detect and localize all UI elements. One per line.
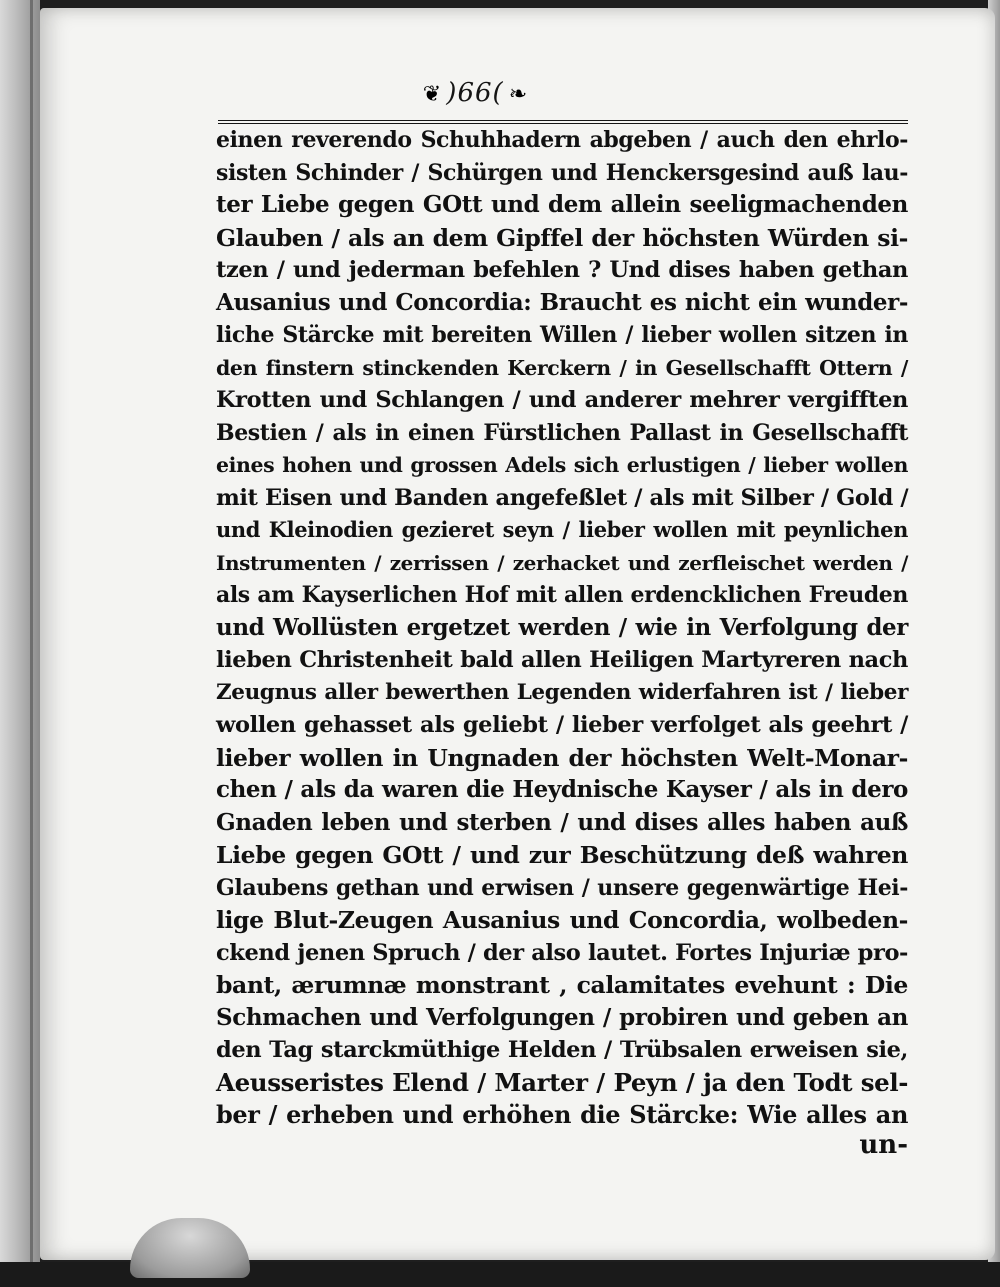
text-line: mit Eisen und Banden angefeßlet / als mit Silber / Gold / <box>216 484 909 511</box>
text-line: bant, ærumnæ monstrant , calamitates evehunt : Die <box>216 971 908 999</box>
text-line: tzen / und jederman befehlen ? Und dises haben gethan <box>216 257 908 283</box>
text-line: Ausanius und Concordia: Braucht es nicht ein wunder- <box>216 288 908 316</box>
text-line: Aeusseristes Elend / Marter / Peyn / ja den Todt sel- <box>216 1067 908 1097</box>
book-spine-edge <box>0 0 40 1287</box>
text-line: Instrumenten / zerrissen / zerhacket und zerfleischet werden / <box>216 550 908 575</box>
text-line: Glauben / als an dem Gipffel der höchsten Würden si- <box>216 223 908 252</box>
text-line: Zeugnus aller bewerthen Legenden widerfahren ist / lieber <box>216 679 908 705</box>
text-line: und Kleinodien gezieret seyn / lieber wollen mit peynlichen <box>216 517 908 542</box>
text-line: ber / erheben und erhöhen die Stärcke: Wie alles an <box>216 1100 908 1129</box>
body-text <box>216 124 908 1132</box>
header-ornament-left-icon: ❦ <box>422 82 442 107</box>
text-line: Krotten und Schlangen / und anderer mehrer vergifften <box>216 387 908 413</box>
spine-stripe <box>30 0 33 1287</box>
page-header <box>60 78 890 118</box>
text-line: Liebe gegen GOtt / und zur Beschützung deß wahren <box>216 841 908 869</box>
text-line: als am Kayserlichen Hof mit allen erdencklichen Freuden <box>216 582 908 608</box>
text-line: wollen gehasset als geliebt / lieber verfolget als geehrt / <box>216 712 908 738</box>
text-line: eines hohen und grossen Adels sich erlustigen / lieber wollen <box>216 453 908 477</box>
text-line: Gnaden leben und sterben / und dises alles haben auß <box>216 808 908 836</box>
catchword: un- <box>859 1130 908 1160</box>
header-ornament-right-icon: ❧ <box>508 82 528 107</box>
text-line: liche Stärcke mit bereiten Willen / lieber wollen sitzen in <box>216 322 908 348</box>
text-line: den finstern stinckenden Kerckern / in Gesellschafft Ottern / <box>216 355 908 380</box>
text-line: Schmachen und Verfolgungen / probiren und geben an <box>216 1003 908 1031</box>
text-line: sisten Schinder / Schürgen und Henckersgesind auß lau- <box>216 159 908 186</box>
text-line: Bestien / als in einen Fürstlichen Pallast in Gesellschafft <box>216 419 908 446</box>
text-line: lige Blut-Zeugen Ausanius und Concordia, wolbeden- <box>216 906 908 934</box>
text-line: lieber wollen in Ungnaden der höchsten Welt-Monar- <box>216 743 908 772</box>
text-line: Glaubens gethan und erwisen / unsere gegenwärtige Hei- <box>216 874 908 901</box>
text-line: ckend jenen Spruch / der also lautet. Fortes Injuriæ pro- <box>216 939 908 966</box>
page-number-label: )66( <box>446 78 504 108</box>
text-line: den Tag starckmüthige Helden / Trübsalen erweisen sie, <box>216 1037 908 1063</box>
page-number: 66 <box>457 78 493 108</box>
text-line: und Wollüsten ergetzet werden / wie in Verfolgung der <box>216 613 908 641</box>
text-line: chen / als da waren die Heydnische Kayser / als in dero <box>216 776 908 803</box>
text-line: ter Liebe gegen GOtt und dem allein seeligmachenden <box>216 191 908 218</box>
text-line: einen reverendo Schuhhadern abgeben / auch den ehrlo- <box>216 127 908 153</box>
text-line: lieben Christenheit bald allen Heiligen Martyreren nach <box>216 647 908 673</box>
